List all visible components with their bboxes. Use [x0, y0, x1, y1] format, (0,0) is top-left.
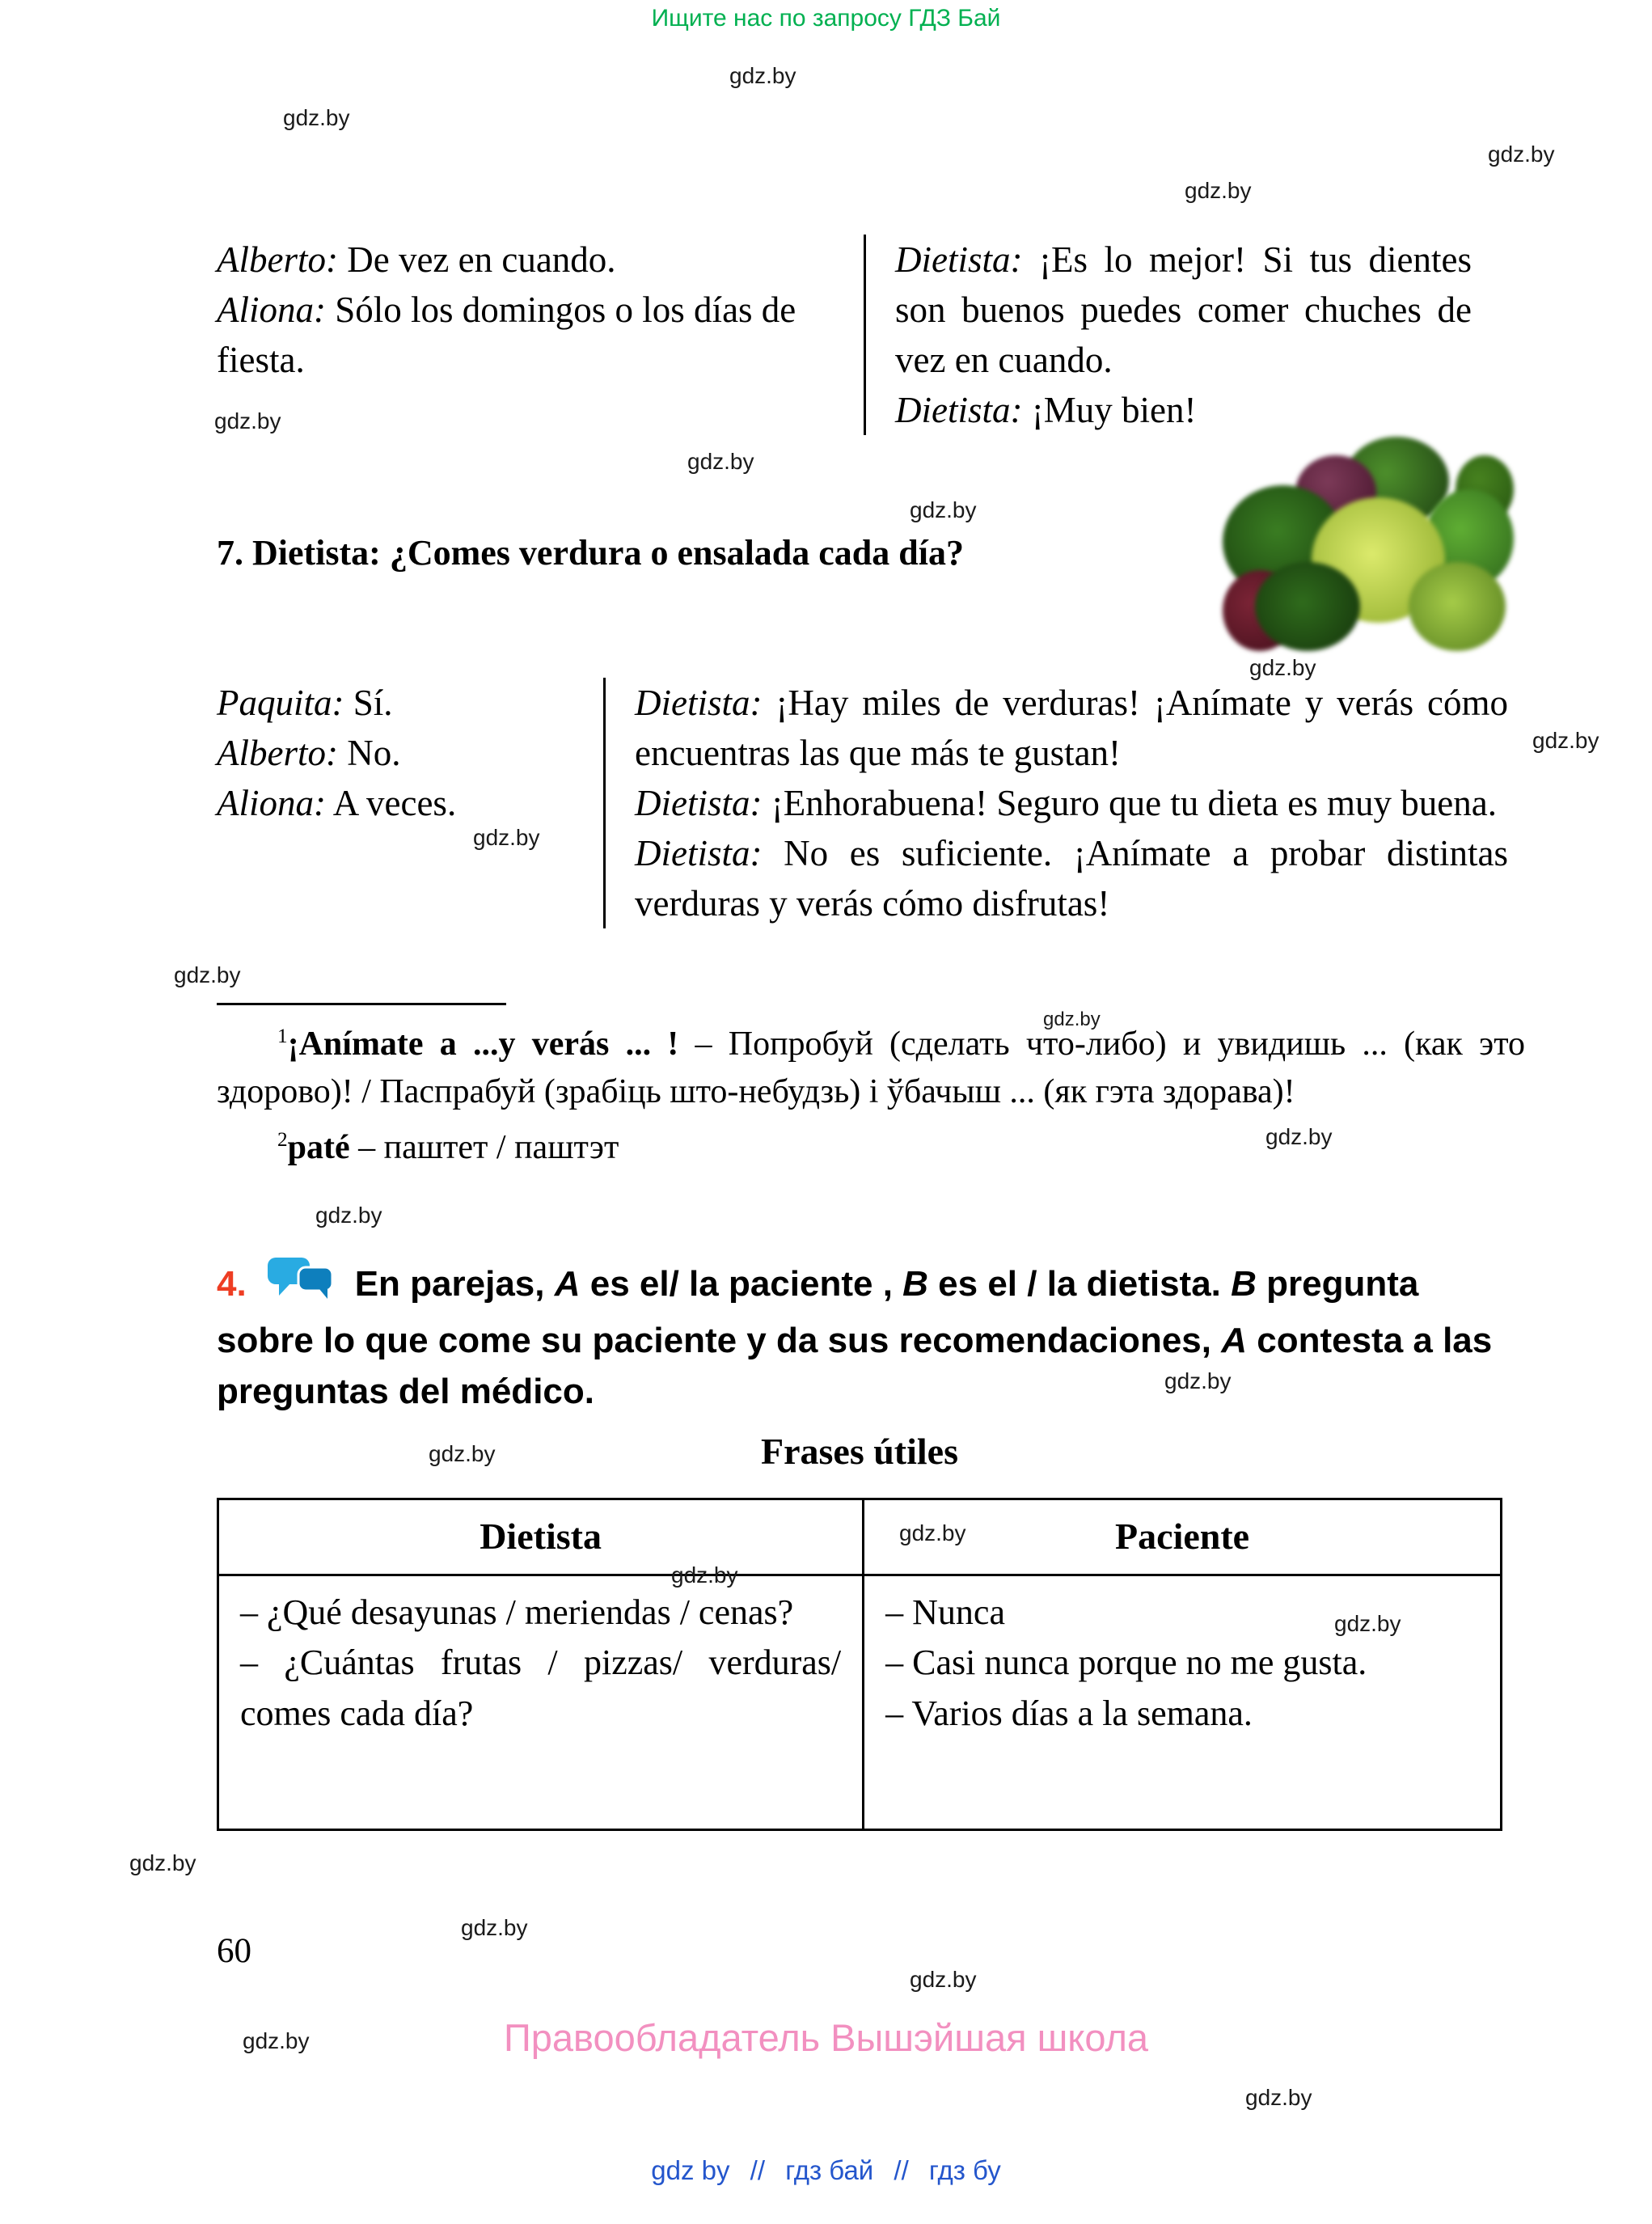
watermark: gdz.by [283, 105, 350, 130]
dialog-line [635, 828, 1508, 928]
dialog-line [217, 728, 579, 778]
question-7-heading: 7. Dietista: ¿Comes verdura o ensalada cada día? [217, 533, 964, 573]
watermark: gdz.by [729, 63, 796, 88]
page-number: 60 [217, 1932, 251, 1970]
speaker-name: Dietista: [895, 390, 1023, 431]
table-item: – ¿Qué desayunas / meriendas / cenas? [240, 1592, 794, 1632]
watermark: gdz.by [1265, 1124, 1333, 1149]
exercise-text: A [554, 1264, 581, 1304]
dialog-line [217, 285, 835, 385]
footnote-term: ¡Anímate a ...y verás ... ! [287, 1025, 679, 1063]
watermark: gdz.by [899, 1520, 966, 1545]
exercise-text: es el/ la paciente , [580, 1264, 903, 1304]
bottom-link-gdz-bai[interactable]: гдз бай [785, 2155, 874, 2185]
watermark: gdz.by [429, 1441, 496, 1466]
footnote-1 [217, 1021, 1525, 1116]
vegetable-blob [1409, 562, 1506, 651]
exercise-text: contesta a las preguntas del médico. [217, 1321, 1493, 1411]
table-item: – Varios días a la semana. [885, 1693, 1253, 1733]
watermark: gdz.by [910, 497, 977, 522]
bottom-link-gdz-bu[interactable]: гдз бу [928, 2155, 1001, 2185]
footnote-rule [217, 1003, 506, 1005]
table-cell-dietista [219, 1576, 862, 1829]
exercise-number: 4. [217, 1264, 247, 1304]
dialog-text: ¡Hay miles de verduras! ¡Anímate y verás cómo encuentras las que más te gustan! [635, 683, 1508, 774]
watermark: gdz.by [473, 825, 540, 850]
watermark: gdz.by [1185, 178, 1252, 203]
frases-table [217, 1498, 1502, 1831]
speaker-name: Paquita: [217, 683, 344, 723]
watermark: gdz.by [1532, 728, 1599, 753]
exercise-text: B [902, 1264, 928, 1304]
watermark: gdz.by [214, 408, 281, 433]
footnotes [217, 1021, 1525, 1179]
link-separator: // [750, 2155, 766, 2185]
exercise-text: En parejas, [354, 1264, 555, 1304]
watermark: gdz.by [174, 962, 241, 987]
dialog-text: ¡Es lo mejor! Si tus dientes son buenos puedes comer chuches de vez en cuando. [895, 239, 1472, 381]
table-item: – Nunca [885, 1592, 1005, 1632]
dialog-text: No es suficiente. ¡Anímate a probar distintas verduras y verás cómo disfrutas! [635, 833, 1508, 924]
dialog-text: De vez en cuando. [337, 239, 616, 280]
footnote-translation: – паштет / паштэт [349, 1128, 619, 1166]
vegetables-photo [1223, 441, 1510, 655]
table-header-dietista: Dietista [480, 1516, 602, 1557]
dialog-text: ¡Muy bien! [1022, 390, 1197, 431]
watermark: gdz.by [1043, 1008, 1101, 1030]
watermark: gdz.by [243, 2028, 310, 2053]
exercise-text: A [1221, 1321, 1247, 1361]
speaker-name: Dietista: [635, 683, 763, 723]
watermark: gdz.by [1245, 2085, 1312, 2110]
watermark: gdz.by [1488, 142, 1555, 167]
watermark: gdz.by [910, 1967, 977, 1992]
dialog-text: A veces. [325, 783, 457, 824]
watermark: gdz.by [1249, 655, 1316, 680]
dialog-line [217, 678, 579, 728]
link-separator: // [894, 2155, 909, 2185]
exercise-text: pregunta sobre lo que come su paciente y da sus recomendaciones, [217, 1264, 1419, 1361]
table-item: – Casi nunca porque no me gusta. [885, 1643, 1367, 1683]
dialog-line [217, 235, 835, 285]
dialog-line [895, 235, 1472, 385]
table-item: – ¿Cuántas frutas / pizzas/ verduras/ comes cada día? [240, 1643, 842, 1733]
table-cell-paciente [862, 1576, 1500, 1829]
top-banner-text: Ищите нас по запросу ГДЗ Бай [651, 5, 1001, 32]
footnote-term: paté [287, 1128, 350, 1166]
table-header-paciente: Paciente [862, 1500, 1500, 1574]
dialog-text: Sí. [344, 683, 393, 723]
dialog-block-2 [217, 678, 1508, 928]
watermark: gdz.by [315, 1203, 382, 1228]
dialog-text: ¡Enhorabuena! Seguro que tu dieta es muy buena. [762, 783, 1497, 824]
dialog2-right-column [603, 678, 1508, 928]
dialog-line [217, 778, 579, 828]
speaker-name: Alberto: [217, 239, 338, 280]
watermark: gdz.by [671, 1562, 738, 1588]
dialog-line [635, 678, 1508, 778]
table-body-row [219, 1576, 1500, 1829]
vegetable-blob [1255, 562, 1360, 651]
speech-bubbles-icon [266, 1255, 334, 1316]
speaker-name: Dietista: [635, 833, 763, 874]
dialog-line [635, 778, 1508, 828]
speaker-name: Aliona: [217, 783, 326, 824]
bottom-links [0, 2155, 1652, 2186]
watermark: gdz.by [461, 1915, 528, 1940]
dialog-text: Sólo los domingos o los días de fiesta. [217, 290, 796, 381]
watermark: gdz.by [129, 1850, 196, 1875]
copyright-text: Правообладатель Вышэйшая школа [503, 2016, 1149, 2059]
frases-utiles-title: Frases útiles [760, 1431, 958, 1472]
watermark: gdz.by [1334, 1611, 1401, 1636]
bottom-link-gdz-by[interactable]: gdz by [651, 2155, 730, 2185]
dialog1-right-column [864, 235, 1472, 435]
speaker-name: Aliona: [217, 290, 326, 331]
watermark: gdz.by [1164, 1368, 1232, 1393]
speaker-name: Dietista: [895, 239, 1023, 280]
table-header-row [219, 1500, 1500, 1576]
exercise-4 [217, 1255, 1510, 1417]
dialog2-left-column [217, 678, 603, 928]
speaker-name: Alberto: [217, 733, 338, 774]
watermark: gdz.by [687, 449, 754, 474]
dialog-line [895, 385, 1472, 435]
exercise-text: B [1231, 1264, 1257, 1304]
dialog-text: No. [337, 733, 401, 774]
footnote-number: 1 [277, 1025, 288, 1047]
dialog-block-1 [217, 235, 1472, 435]
exercise-text: es el / la dietista. [927, 1264, 1232, 1304]
dialog1-left-column [217, 235, 864, 435]
speaker-name: Dietista: [635, 783, 763, 824]
footnote-translation: – Попробуй (сделать что-либо) и увидишь ... (как это здорово)! / Паспрабуй (зрабіць што-небудзь) і ўбачыш ... (як гэта здорава)! [217, 1025, 1525, 1110]
footnote-number: 2 [277, 1128, 288, 1151]
